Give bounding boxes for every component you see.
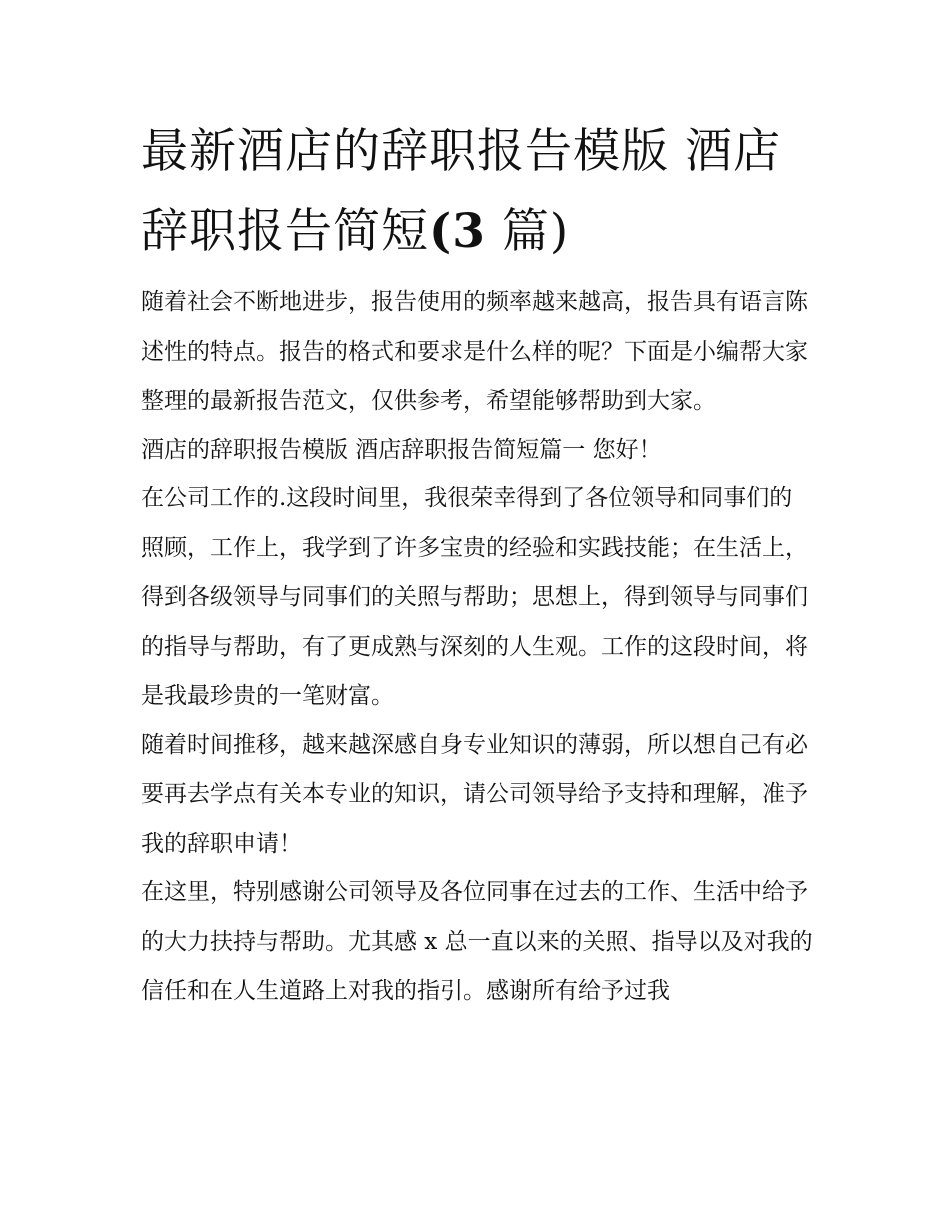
body-paragraph: 在公司工作的.这段时间里，我很荣幸得到了各位领导和同事们的照顾，工作上，我学到了许多宝贵的经验和实践技能；在生活上，得到各级领导与同事们的关照与帮助；思想上，得到领导与同事们的指导与帮助，有了更成熟与深刻的人生观。工作的这段时间，将是我最珍贵的一笔财富。 bbox=[141, 485, 808, 709]
document-title bbox=[141, 112, 821, 272]
body-paragraph: 随着时间推移，越来越深感自身专业知识的薄弱，所以想自己有必要再去学点有关本专业的知识，请公司领导给予支持和理解，准予我的辞职申请！ bbox=[141, 731, 808, 857]
title-main-text: 最新酒店的辞职报告模版 酒店辞职报告简短 bbox=[141, 124, 781, 259]
body-paragraph: 在这里，特别感谢公司领导及各位同事在过去的工作、生活中给予的大力扶持与帮助。尤其感 x 总一直以来的关照、指导以及对我的信任和在人生道路上对我的指引。感谢所有给予过我 bbox=[141, 879, 813, 1004]
document-body bbox=[141, 278, 813, 1016]
intro-paragraph: 随着社会不断地进步，报告使用的频率越来越高，报告具有语言陈述性的特点。报告的格式和要求是什么样的呢？下面是小编帮大家整理的最新报告范文，仅供参考，希望能够帮助到大家。 bbox=[141, 289, 808, 414]
title-suffix: 篇) bbox=[501, 204, 570, 259]
section-heading-paragraph: 酒店的辞职报告模版 酒店辞职报告简短篇一 您好！ bbox=[141, 436, 662, 463]
title-count: (3 bbox=[429, 204, 486, 259]
